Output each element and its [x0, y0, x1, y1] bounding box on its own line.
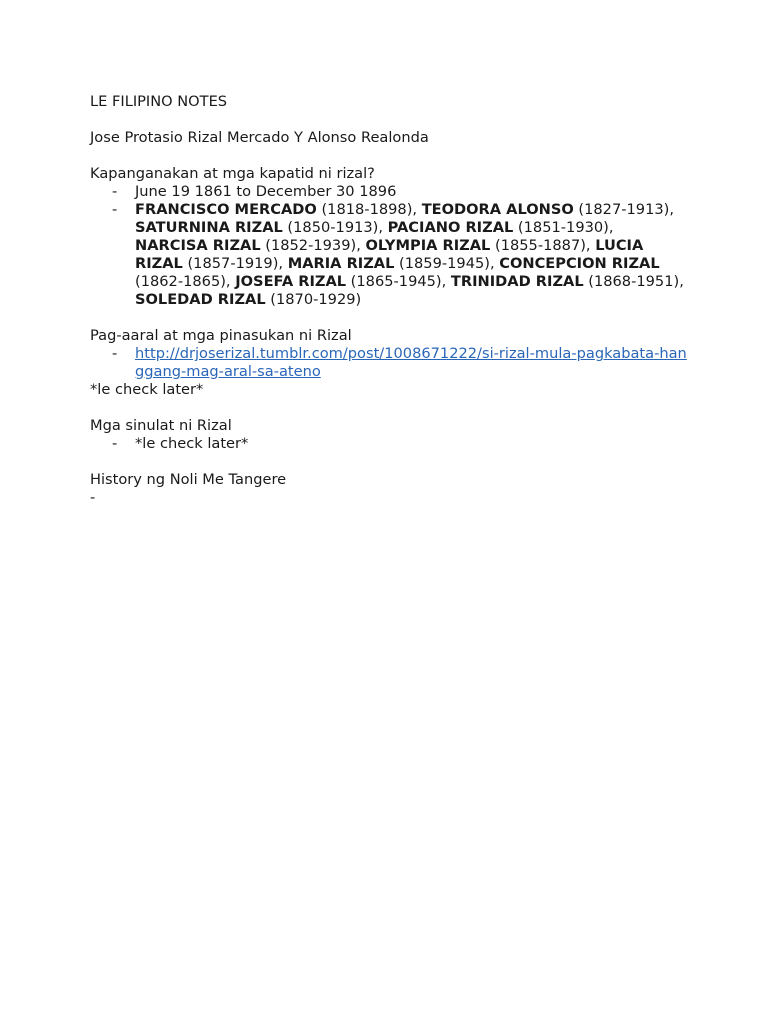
- section-heading-noli-history: History ng Noli Me Tangere: [90, 471, 287, 488]
- sibling-name: OLYMPIA RIZAL: [365, 237, 491, 254]
- sibling-years: (1870-1929): [265, 291, 362, 308]
- birth-dates-text: June 19 1861 to December 30 1896: [135, 183, 397, 200]
- sibling-years: (1851-1930),: [513, 219, 614, 236]
- section-heading-education: Pag-aaral at mga pinasukan ni Rizal: [90, 327, 352, 344]
- sibling-name: TEODORA ALONSO: [421, 201, 574, 218]
- list-item-education-link: [90, 345, 690, 381]
- sibling-years: (1850-1913),: [282, 219, 388, 236]
- siblings-text: [135, 201, 690, 309]
- sibling-years: (1857-1919),: [182, 255, 288, 272]
- bullet-dash: -: [112, 435, 118, 452]
- sibling-name: MARIA RIZAL: [287, 255, 395, 272]
- sibling-years: (1859-1945),: [394, 255, 500, 272]
- sibling-name: SOLEDAD RIZAL: [135, 291, 266, 308]
- sibling-name: SATURNINA RIZAL: [135, 219, 283, 236]
- sibling-name: JOSEFA RIZAL: [235, 273, 347, 290]
- sibling-years: (1818-1898),: [316, 201, 422, 218]
- sibling-years: (1827-1913),: [573, 201, 674, 218]
- sibling-years: (1865-1945),: [346, 273, 451, 290]
- bullet-dash: -: [112, 345, 118, 362]
- sibling-name: FRANCISCO MERCADO: [135, 201, 317, 218]
- full-name: Jose Protasio Rizal Mercado Y Alonso Realonda: [90, 129, 429, 146]
- document-title: LE FILIPINO NOTES: [90, 93, 228, 110]
- bullet-dash: -: [112, 201, 118, 218]
- list-item-birth-dates: [90, 183, 690, 201]
- sibling-name: CONCEPCION RIZAL: [499, 255, 660, 272]
- sibling-years: (1868-1951),: [583, 273, 684, 290]
- section-heading-birth-siblings: Kapanganakan at mga kapatid ni rizal?: [90, 165, 375, 182]
- bullet-dash: -: [112, 183, 118, 200]
- sibling-name: PACIANO RIZAL: [387, 219, 514, 236]
- sibling-years: (1852-1939),: [260, 237, 366, 254]
- empty-dash: -: [90, 489, 96, 506]
- sibling-years: (1862-1865),: [135, 273, 236, 290]
- sibling-name: NARCISA RIZAL: [135, 237, 261, 254]
- document-page: [90, 93, 690, 507]
- education-link[interactable]: http://drjoserizal.tumblr.com/post/1008671222/si-rizal-mula-pagkabata-hanggang-mag-aral-sa-ateno: [135, 345, 687, 380]
- sibling-years: (1855-1887),: [490, 237, 596, 254]
- list-item-siblings: [90, 201, 690, 309]
- section-heading-writings: Mga sinulat ni Rizal: [90, 417, 232, 434]
- sibling-name: TRINIDAD RIZAL: [450, 273, 584, 290]
- writings-text: *le check later*: [135, 435, 249, 452]
- sibling-name: LUCIA RIZAL: [135, 237, 644, 272]
- list-item-writings: [90, 435, 690, 453]
- check-later-note: *le check later*: [90, 381, 204, 398]
